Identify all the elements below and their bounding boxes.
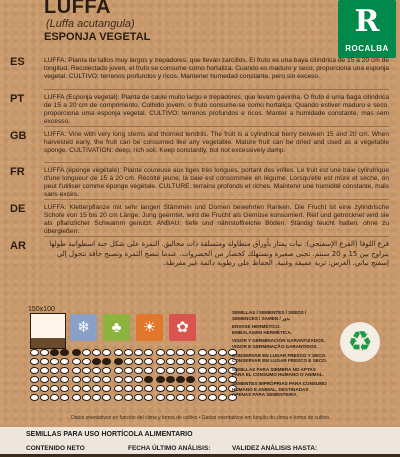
harvest-icon: ✿ [169, 314, 196, 341]
calendar-cell [198, 394, 207, 401]
calendar-cell [134, 349, 143, 356]
calendar-cell [40, 394, 49, 401]
calendar-cell [198, 367, 207, 374]
calendar-cell [82, 367, 91, 374]
packet-footer [0, 427, 400, 457]
calendar-cell [176, 394, 185, 401]
calendar-cell [40, 349, 49, 356]
latin-name: (Luffa acutangula) [46, 18, 135, 30]
calendar-cell [114, 349, 123, 356]
calendar-cell [124, 349, 133, 356]
calendar-cell [60, 367, 69, 374]
seed-info-text [232, 310, 328, 398]
language-code: AR [10, 240, 26, 252]
calendar-cell [144, 358, 153, 365]
calendar-cell [124, 385, 133, 392]
last-analysis-label: FECHA ÚLTIMO ANÁLISIS: [128, 445, 211, 452]
calendar-cell [114, 394, 123, 401]
language-code: ES [10, 56, 25, 68]
info-line: ENVASE HERMÉTICO. [232, 324, 281, 330]
calendar-cell [208, 376, 217, 383]
calendar-cell [114, 376, 123, 383]
calendar-cell [176, 349, 185, 356]
calendar-cell [208, 358, 217, 365]
pot-size: 150x100 [28, 306, 55, 313]
calendar-cell [50, 358, 59, 365]
packet-header [0, 0, 400, 54]
divider [44, 89, 389, 90]
snowflake-icon: ❄ [70, 314, 97, 341]
info-line: CONSERVAR EM LUGAR FRESCO E SECO. [232, 358, 328, 364]
calendar-cell [124, 394, 133, 401]
description-text: LUFFA (éponge végétale): Plante coureuse aux tiges très longues, portant des vrilles. Le fruit est une baie cylindrique d'une longueur de 15 à 20 cm. Récolté jeune, la baie est consommée en légume. Lorsqu'elle est mûre et sèche, on peut l'utiliser comme éponge végétale. CULTURE: terrains profonds et riches. Maintenir une humidité constante, mais sans excès. [44, 167, 389, 199]
calendar-cell [60, 349, 69, 356]
use-label: SEMILLAS PARA USO HORTÍCOLA ALIMENTARIO [26, 431, 193, 438]
calendar-cell [186, 394, 195, 401]
calendar-cell [166, 349, 175, 356]
calendar-cell [198, 376, 207, 383]
calendar-cell [198, 385, 207, 392]
calendar-cell [156, 349, 165, 356]
calendar-cell [72, 367, 81, 374]
calendar-cell [144, 367, 153, 374]
language-code: FR [10, 166, 25, 178]
calendar-cell [72, 376, 81, 383]
calendar-row [30, 385, 236, 394]
calendar-cell [208, 367, 217, 374]
info-line: SEMENTES IMPRÓPRIAS PARA CONSUMO [232, 380, 327, 386]
calendar-row [30, 358, 236, 367]
calendar-cell [156, 376, 165, 383]
calendar-cell [166, 358, 175, 365]
calendar-cell [50, 394, 59, 401]
info-line: PARA EL CONSUMO HUMANO O ANIMAL. [232, 372, 324, 378]
calendar-cell [198, 349, 207, 356]
calendar-cell [92, 385, 101, 392]
brand-logo [338, 0, 396, 58]
calendar-cell [124, 376, 133, 383]
calendar-cell [30, 394, 39, 401]
net-content-label: CONTENIDO NETO [26, 445, 85, 452]
calendar-cell [82, 394, 91, 401]
calendar-cell [102, 358, 111, 365]
calendar-cell [218, 376, 227, 383]
calendar-cell [50, 367, 59, 374]
calendar-cell [218, 358, 227, 365]
calendar-cell [72, 394, 81, 401]
brand-name: ROCALBA [345, 44, 389, 53]
calendar-cell [124, 358, 133, 365]
calendar-cell [124, 367, 133, 374]
brand-logo-mark: R [354, 4, 380, 39]
divider [44, 199, 389, 200]
calendar-cell [102, 349, 111, 356]
info-line: VIGOR Y GERMINACIÓN GARANTIZADOS. [232, 338, 325, 344]
calendar-cell [166, 376, 175, 383]
calendar-cell [218, 367, 227, 374]
calendar-cell [102, 376, 111, 383]
calendar-cell [208, 394, 217, 401]
calendar-cell [60, 394, 69, 401]
calendar-cell [166, 385, 175, 392]
calendar-cell [82, 385, 91, 392]
description-text: قرع اللوفا (القرع الإسفنجي): نبات يمتاز بأوراق متطاولة ومتسلقة ذات محاليق. الثمرة على شكل حبة اسطوانية طولها يتراوح بين 15 و 20 سنتم. تجنى صغيرة وتستهلك كخضار من الخضروات. عندما تنضج الثمرة وتصبح جافة تتحول إلى إسفنج نباتي. الغرس: تربة عميقة وغنية. الحفاظ على رطوبة دائمة غير مفرطة. [49, 240, 389, 267]
calendar-cell [50, 376, 59, 383]
calendar-cell [102, 394, 111, 401]
calendar-cell [218, 394, 227, 401]
info-line: APENAS PARA SEMENTEIRA. [232, 392, 298, 398]
calendar-cell [92, 394, 101, 401]
info-line: SEMILLAS / SEMENTES / SEEDS / [232, 310, 307, 315]
calendar-cell [186, 376, 195, 383]
divider [44, 236, 389, 237]
calendar-row [30, 367, 236, 376]
calendar-cell [134, 394, 143, 401]
calendar-cell [40, 376, 49, 383]
calendar-cell [166, 367, 175, 374]
calendar-cell [186, 367, 195, 374]
description-text: LUFFA: Kletterpflanze mit sehr langen Stämmen und Domen bewehrten Ranken. Die Frucht ist eine zylindrische Schote von 15 bis 20 cm Länge. Jung geerntet, wird die Frucht als Gemüse konsumiert. Reif und getrocknet wird sie als pflanzlicher Schwamm genutzt. ANBAU: tiefe und nährstoffreiche Böden. Ständig feucht halten, ohne zu übergießen. [44, 204, 389, 236]
calendar-cell [50, 349, 59, 356]
calendar-cell [134, 358, 143, 365]
sun-icon: ☀ [136, 314, 163, 341]
calendar-cell [30, 367, 39, 374]
description-text: LUFFA: Planta de tallos muy largos y trepadores, que llevan zarcillos. El fruto es una baya cilíndrica de 15 a 20 cm de longitud. Recolectado joven, el fruto se consume como hortaliza. Cuando es maduro y seco, proporciona una esponja vegetal. CULTIVO: terrenos profundos y ricos. Mantener humedad constante, pero sin exceso. [44, 57, 389, 81]
calendar-cell [156, 367, 165, 374]
info-line: HUMANO E ANIMAL. DESTINADAS [232, 386, 309, 392]
calendar-cell [114, 367, 123, 374]
calendar-cell [186, 385, 195, 392]
calendar-cell [114, 358, 123, 365]
calendar-cell [72, 385, 81, 392]
calendar-cell [144, 349, 153, 356]
info-line: SEMENCES / SAMEN / بذور [232, 315, 291, 321]
divider [44, 162, 389, 163]
divider [44, 126, 389, 127]
description-text: LUFFA: Vine with very long stems and thorned tendrils. The fruit is a cylindrical berry between 15 and 20 cm. When harvested early, the fruit can be consumed like any vegetable. Mature fruit can be dried and used as a vegetable sponge. CULTIVATION: deep, rich soil. Keep constantly, but not excessively damp. [44, 131, 389, 155]
calendar-cell [156, 385, 165, 392]
calendar-cell [186, 358, 195, 365]
calendar-cell [30, 349, 39, 356]
calendar-cell [218, 385, 227, 392]
calendar-cell [186, 349, 195, 356]
calendar-cell [144, 385, 153, 392]
calendar-cell [50, 385, 59, 392]
language-code: PT [10, 93, 25, 105]
seedling-icon: ♣ [103, 314, 130, 341]
calendar-row [30, 394, 236, 403]
pot-icon [30, 313, 66, 349]
language-code: DE [10, 203, 26, 215]
calendar-cell [72, 349, 81, 356]
calendar-cell [114, 385, 123, 392]
calendar-cell [134, 385, 143, 392]
disclaimer: Datos orientativos en función del clima y forma de cultivo • Dados orientativos em função do clima e forma de cultivo [71, 415, 329, 421]
calendar-cell [92, 376, 101, 383]
calendar-cell [82, 349, 91, 356]
calendar-cell [40, 358, 49, 365]
calendar-cell [166, 394, 175, 401]
calendar-cell [134, 367, 143, 374]
calendar-cell [72, 358, 81, 365]
calendar-cell [176, 367, 185, 374]
calendar-cell [40, 385, 49, 392]
calendar-cell [176, 376, 185, 383]
info-line: EMBALAGEM HERMÉTICA. [232, 329, 292, 335]
info-line: SEMILLAS PARA SIEMBRA NO APTAS [232, 366, 316, 372]
info-line: VIGOR E GERMINAÇÃO GARANTIDOS. [232, 343, 318, 349]
calendar-cell [134, 376, 143, 383]
calendar-cell [92, 358, 101, 365]
calendar-cell [208, 385, 217, 392]
calendar-cell [82, 358, 91, 365]
calendar-cell [156, 358, 165, 365]
calendar-cell [30, 385, 39, 392]
info-line: CONSERVAR EN LUGAR FRESCO Y SECO. [232, 352, 327, 358]
calendar-cell [156, 394, 165, 401]
calendar-cell [144, 394, 153, 401]
calendar-cell [102, 367, 111, 374]
calendar-cell [60, 358, 69, 365]
calendar-cell [218, 349, 227, 356]
calendar-cell [208, 349, 217, 356]
calendar-cell [30, 358, 39, 365]
calendar-cell [82, 376, 91, 383]
language-code: GB [10, 130, 27, 142]
calendar-cell [176, 358, 185, 365]
calendar-row [30, 376, 236, 385]
calendar-cell [198, 358, 207, 365]
sowing-calendar [26, 306, 236, 404]
calendar-cell [30, 376, 39, 383]
description-text: LUFFA (Esponja vegetal): Planta de caule muito largo e trepadores, que levam gavinha. O fruto é uma baga cilíndrica de 15 a 20 cm de comprimento. Colhido jovem, o fruto consume-se como hortaliça. Quando estiver maduro e seco, proporciona uma esponja vegetal. CULTIVO: terrenos profundos e ricos. Manter a humidade constante, mas sem excesso. [44, 94, 389, 126]
calendar-cell [60, 376, 69, 383]
common-name: ESPONJA VEGETAL [44, 31, 151, 43]
calendar-cell [176, 385, 185, 392]
calendar-cell [92, 367, 101, 374]
product-title: LUFFA [44, 0, 111, 18]
recycle-icon: ♻ [340, 322, 380, 362]
calendar-cell [92, 349, 101, 356]
validity-label: VALIDEZ ANÁLISIS HASTA: [232, 445, 318, 452]
calendar-cell [144, 376, 153, 383]
calendar-cell [40, 367, 49, 374]
calendar-row [30, 349, 236, 358]
calendar-cell [102, 385, 111, 392]
calendar-cell [60, 385, 69, 392]
